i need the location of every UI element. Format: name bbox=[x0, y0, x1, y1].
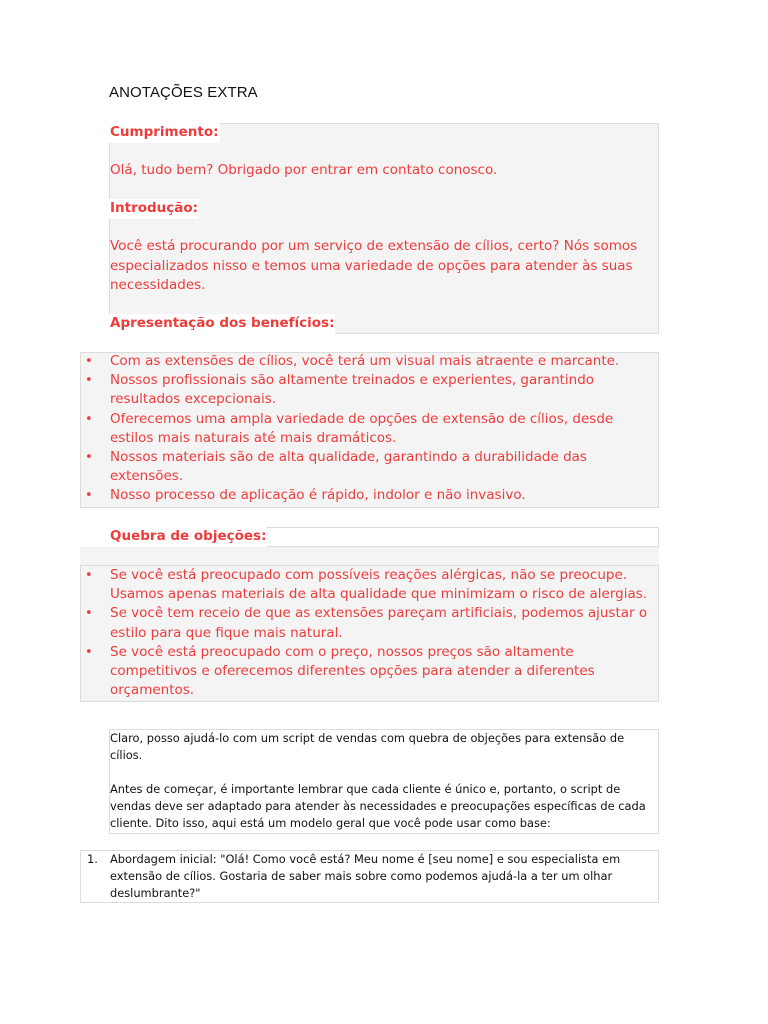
greeting-heading: Cumprimento: bbox=[109, 123, 220, 143]
bullet-icon: • bbox=[85, 411, 93, 427]
bullet-icon: • bbox=[85, 606, 93, 622]
benefits-heading: Apresentação dos benefícios: bbox=[109, 314, 335, 334]
page-title: ANOTAÇÕES EXTRA bbox=[109, 84, 258, 101]
list-item: • Se você tem receio de que as extensões pareçam artificiais, podemos ajustar o estilo para que fique mais natural. bbox=[85, 605, 648, 641]
step-text: Abordagem inicial: "Olá! Como você está? Meu nome é [seu nome] e sou especialista em extensão de cílios. Gostaria de saber mais sobre como podemos ajudá-la a ter um olhar deslumbrante?" bbox=[110, 852, 621, 900]
list-item: • Nossos profissionais são altamente treinados e experientes, garantindo resultados excepcionais. bbox=[85, 372, 595, 408]
script-intro-p1: Claro, posso ajudá-lo com um script de vendas com quebra de objeções para extensão de cílios. bbox=[110, 731, 625, 762]
objections-heading: Quebra de objeções: bbox=[109, 527, 267, 547]
bullet-icon: • bbox=[85, 450, 93, 466]
bullet-icon: • bbox=[85, 568, 93, 583]
script-intro-p2: Antes de começar, é importante lembrar que cada cliente é único e, portanto, o script de vendas deve ser adaptado para atender às necessidades e preocupações específicas de cada cliente. Dito isso, aqui está um modelo geral que você pode usar como base: bbox=[110, 782, 646, 830]
list-item: • Com as extensões de cílios, você terá um visual mais atraente e marcante. bbox=[80, 352, 655, 371]
intro-text: Você está procurando por um serviço de extensão de cílios, certo? Nós somos especializados nisso e temos uma variedade de opções para atender às suas necessidades. bbox=[110, 238, 638, 293]
objections-spacer bbox=[80, 547, 659, 565]
bullet-icon: • bbox=[85, 354, 93, 369]
list-item: • Se você está preocupado com o preço, nossos preços são altamente competitivos e oferecemos diferentes opções para atender a diferentes orçamentos. bbox=[85, 643, 595, 699]
greeting-intro-box bbox=[109, 123, 659, 334]
list-item: • Nossos materiais são de alta qualidade, garantindo a durabilidade das extensões. bbox=[85, 449, 587, 485]
objections-list bbox=[80, 566, 655, 700]
greeting-text: Olá, tudo bem? Obrigado por entrar em contato conosco. bbox=[110, 162, 498, 178]
step-number: 1. bbox=[87, 852, 98, 866]
bullet-icon: • bbox=[85, 644, 93, 660]
bullet-icon: • bbox=[85, 488, 93, 504]
list-item: • Nosso processo de aplicação é rápido, indolor e não invasivo. bbox=[80, 486, 655, 505]
bullet-icon: • bbox=[85, 373, 93, 389]
list-item: • Se você está preocupado com possíveis reações alérgicas, não se preocupe. Usamos apenas materiais de alta qualidade que minimizam o risco de alergias. bbox=[85, 567, 648, 603]
step-item bbox=[87, 851, 647, 902]
list-item: • Oferecemos uma ampla variedade de opções de extensão de cílios, desde estilos mais naturais até mais dramáticos. bbox=[85, 410, 614, 446]
benefits-list bbox=[80, 352, 655, 506]
intro-heading: Introdução: bbox=[109, 199, 199, 219]
